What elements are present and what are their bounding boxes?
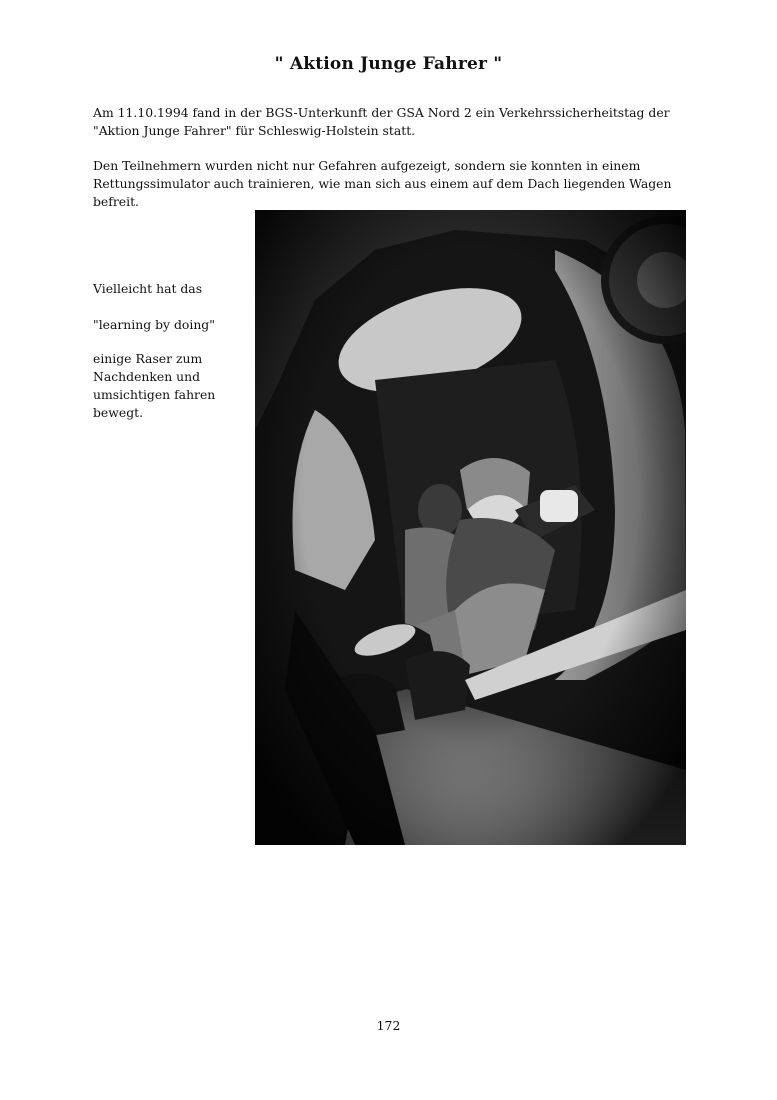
side-text-quote: "learning by doing" xyxy=(93,317,215,332)
page-number: 172 xyxy=(376,1018,401,1033)
photo-illustration xyxy=(255,210,686,845)
rescue-simulator-photo xyxy=(255,210,686,845)
side-text-line-1: Vielleicht hat das xyxy=(93,281,203,296)
side-text-conclusion: einige Raser zum Nachdenken und umsichtigen fahren bewegt. xyxy=(93,351,216,420)
intro-paragraph: Am 11.10.1994 fand in der BGS-Unterkunft der GSA Nord 2 ein Verkehrssicherheitstag der "Aktion Junge Fahrer" für Schleswig-Holstein statt. xyxy=(93,105,670,138)
page-title: " Aktion Junge Fahrer " xyxy=(274,54,503,74)
description-paragraph: Den Teilnehmern wurden nicht nur Gefahren aufgezeigt, sondern sie konnten in einem Rettungssimulator auch trainieren, wie man sich aus einem auf dem Dach liegenden Wagen befreit. xyxy=(93,158,672,209)
